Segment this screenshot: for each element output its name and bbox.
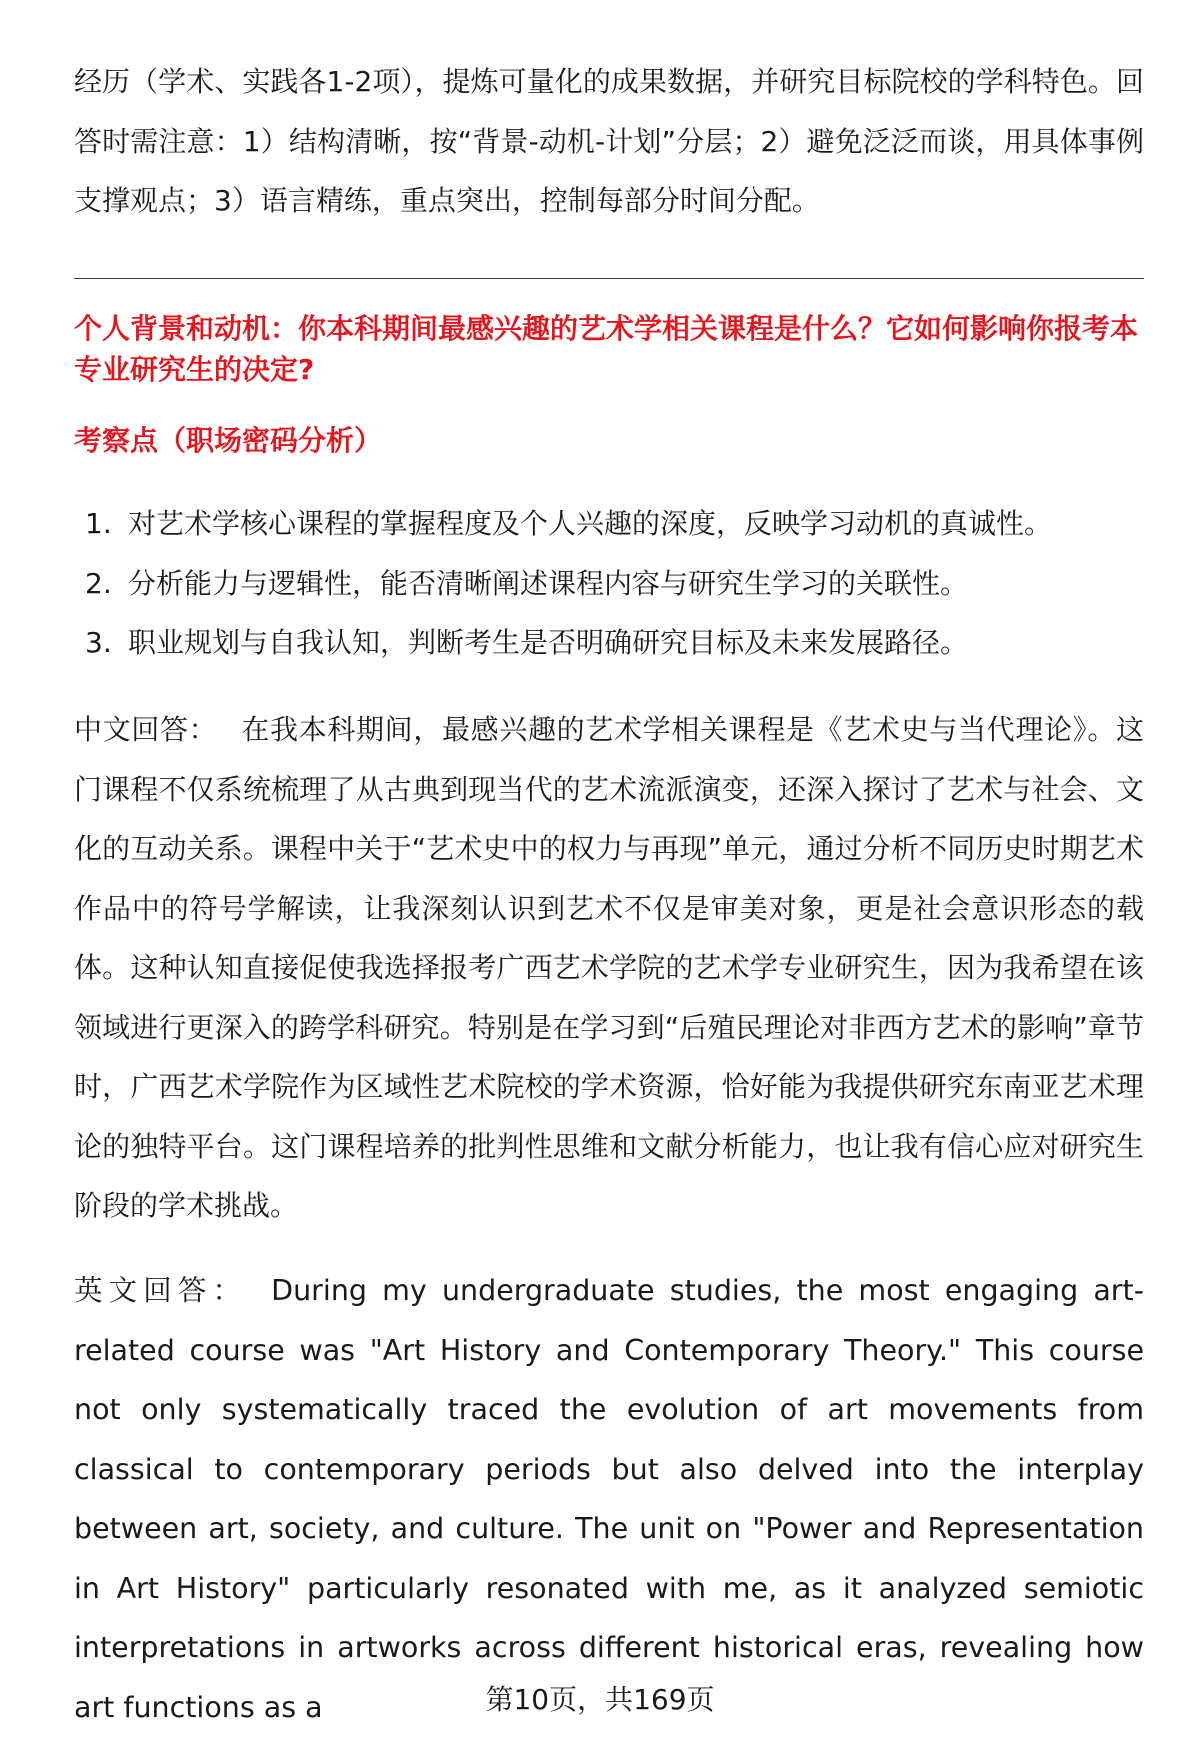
english-answer-text: During my undergraduate studies, the most engaging art-related course was "Art History and Contemporary Theory." This course not only systematically traced the evolution of art movements from classical to contemporary periods but also delved into the interplay between art, society, and culture. The unit on "Power and Representation in Art History" particularly resonated with me, as it analyzed semiotic interpretations in artworks across different historical eras, revealing how art functions as a: [74, 1274, 1144, 1724]
intro-paragraph: 经历（学术、实践各1-2项），提炼可量化的成果数据，并研究目标院校的学科特色。回答时需注意：1）结构清晰，按“背景-动机-计划”分层；2）避免泛泛而谈，用具体事例支撑观点；3）语言精练，重点突出，控制每部分时间分配。: [74, 65, 1144, 217]
assessment-heading: 考察点（职场密码分析）: [74, 424, 383, 457]
english-answer-label: 英文回答：: [74, 1274, 248, 1307]
list-item: [74, 494, 1144, 554]
list-item-number: 1.: [85, 507, 112, 540]
list-item: [74, 554, 1144, 614]
list-item-text: 对艺术学核心课程的掌握程度及个人兴趣的深度，反映学习动机的真诚性。: [128, 507, 1053, 540]
chinese-answer-paragraph: [74, 700, 1144, 1236]
question-heading: 个人背景和动机：你本科期间最感兴趣的艺术学相关课程是什么？它如何影响你报考本专业研究生的决定?: [74, 312, 1139, 386]
list-item-text: 职业规划与自我认知，判断考生是否明确研究目标及未来发展路径。: [128, 626, 969, 659]
list-item: [74, 613, 1144, 673]
list-item-text: 分析能力与逻辑性，能否清晰阐述课程内容与研究生学习的关联性。: [128, 566, 969, 600]
assessment-points-list: [74, 494, 1144, 673]
page-number-footer: 第10页，共169页: [485, 1683, 715, 1716]
chinese-answer-text: 在我本科期间，最感兴趣的艺术学相关课程是《艺术史与当代理论》。这门课程不仅系统梳理了从古典到现当代的艺术流派演变，还深入探讨了艺术与社会、文化的互动关系。课程中关于“艺术史中的权力与再现”单元，通过分析不同历史时期艺术作品中的符号学解读，让我深刻认识到艺术不仅是审美对象，更是社会意识形态的载体。这种认知直接促使我选择报考广西艺术学院的艺术学专业研究生，因为我希望在该领域进行更深入的跨学科研究。特别是在学习到“后殖民理论对非西方艺术的影响”章节时，广西艺术学院作为区域性艺术院校的学术资源，恰好能为我提供研究东南亚艺术理论的独特平台。这门课程培养的批判性思维和文献分析能力，也让我有信心应对研究生阶段的学术挑战。: [74, 713, 1144, 1222]
chinese-answer-label: 中文回答：: [74, 713, 218, 746]
english-answer-paragraph: [74, 1261, 1144, 1737]
list-item-number: 3.: [85, 626, 112, 659]
section-divider: [74, 278, 1144, 279]
list-item-number: 2.: [85, 566, 112, 600]
